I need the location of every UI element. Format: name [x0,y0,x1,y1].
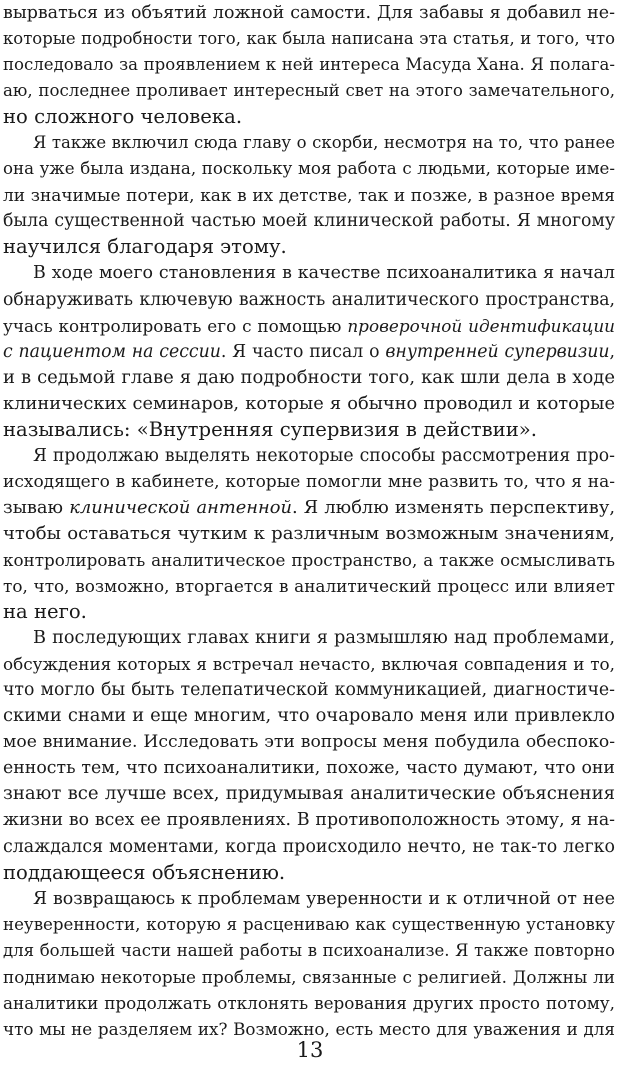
text-run: , [609,341,615,362]
text-line: знают все лучше всех, придумывая аналитические объяснения [3,783,615,805]
text-line: енность тем, что психоаналитики, похоже, часто думают, что они [3,758,615,779]
text-line: Я продолжаю выделять некоторые способы рассмотрения про- [33,445,615,466]
text-line: которые подробности того, как была написана эта статья, и того, что [3,29,615,49]
text-line: мое внимание. Исследовать эти вопросы меня побудила обеспоко- [3,732,615,753]
text-line: поднимаю некоторые проблемы, связанные с религией. Должны ли [3,966,615,987]
text-line: аю, последнее проливает интересный свет на этого замечательного, [3,81,615,101]
text-line: научился благодаря этому. [3,235,287,259]
text-line: обсуждения которых я встречал нечасто, включая совпадения и то, [3,654,615,675]
text-line: была существенной частью моей клинической работы. Я многому [3,211,615,232]
text-line: аналитики продолжать отклонять верования других просто потому, [3,992,615,1013]
text-line: она уже была издана, поскольку моя работа с людьми, которые име- [3,159,615,179]
text-line: В ходе моего становления в качестве психоаналитика я начал [33,263,615,284]
text-run: . Я люблю изменять перспективу, [291,496,615,518]
text-line: поддающееся объяснению. [3,860,286,884]
text-line: скими снами и еще многим, что очаровало меня или привлекло [3,705,615,727]
text-line: назывались: «Внутренняя супервизия в действии». [3,417,538,441]
text-line: Я также включил сюда главу о скорби, несмотря на то, что ранее [33,133,615,153]
text-line: жизни во всех ее проявлениях. В противоположность этому, я на- [3,810,615,831]
italic-phrase: клинической антенной [69,496,292,518]
text-line: исходящего в кабинете, которые помогли мне развить то, что я на- [3,471,615,492]
text-line: последовало за проявлением к ней интереса Масуда Хана. Я полага- [3,55,615,75]
italic-phrase: проверочной идентификации [347,315,615,336]
body-text [3,0,615,1042]
text-line: чтобы оставаться чутким к различным возможным значениям, [3,522,615,544]
text-line: контролировать аналитическое пространство, а также осмысливать [3,549,615,570]
text-run: зываю [3,496,70,518]
text-run: . Я часто писал о [220,341,386,362]
text-line: то, что, возможно, вторгается в аналитический процесс или влияет [3,576,615,597]
text-line [3,495,615,521]
text-line: ли значимые потери, как в их детстве, так и позже, в разное время [3,185,615,206]
text-line: обнаруживать ключевую важность аналитического пространства, [3,289,615,310]
text-line: вырваться из объятий ложной самости. Для забавы я добавил не- [3,3,615,23]
text-line: и в седьмой главе я даю подробности того, как шли дела в ходе [3,366,615,388]
italic-phrase: с пациентом на сессии [3,341,221,362]
text-run: учась контролировать его с помощью [3,315,348,336]
text-line: для большей части нашей работы в психоанализе. Я также повторно [3,940,615,960]
text-line: что мы не разделяем их? Возможно, есть место для уважения и для [3,1018,615,1039]
text-line: но сложного человека. [3,105,243,129]
text-line: В последующих главах книги я размышляю над проблемами, [33,628,615,649]
text-line: что могло бы быть телепатической коммуникацией, диагностиче- [3,680,615,701]
text-line [3,339,615,365]
text-line [3,313,615,339]
text-line: неуверенности, которую я расцениваю как существенную установку [3,914,615,934]
page-number: 13 [296,1038,324,1062]
text-line: слаждался моментами, когда происходило нечто, не так-то легко [3,836,615,857]
italic-phrase: внутренней супервизии [385,341,610,362]
text-line: Я возвращаюсь к проблемам уверенности и к отличной от нее [33,888,615,909]
text-line: на него. [3,600,87,624]
text-line: клинических семинаров, которые я обычно проводил и которые [3,392,615,414]
